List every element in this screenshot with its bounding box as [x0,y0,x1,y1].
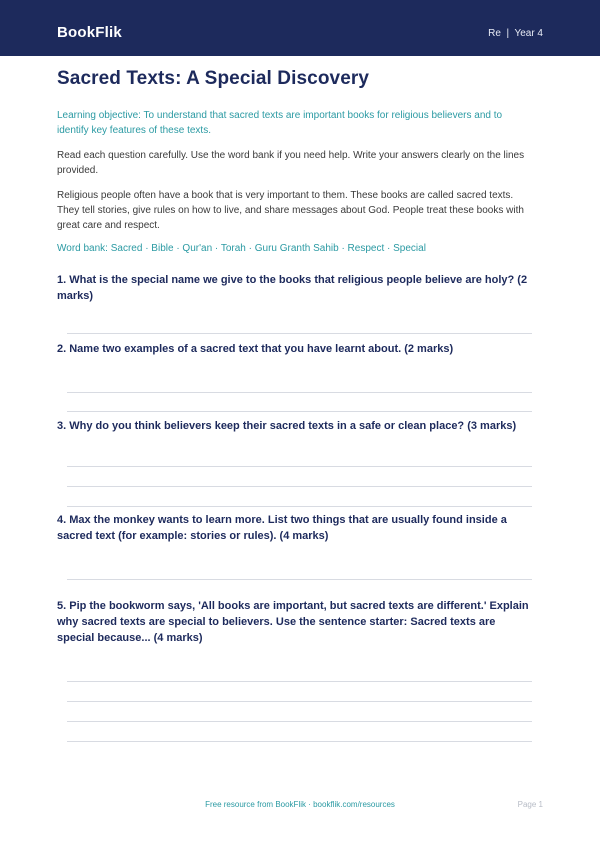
header-bar [0,0,600,56]
worksheet-content [57,64,532,742]
word-bank: Word bank: Sacred · Bible · Qur'an · Torah · Guru Granth Sahib · Respect · Special [57,243,426,254]
year-label: Year 4 [514,28,543,39]
page-number: Page 1 [517,800,543,809]
intro-text: Religious people often have a book that is very important to them. These books are called sacred texts. They tell stories, give rules on how to live, and share messages about God. People treat these books with great care and respect. [57,190,524,231]
page-title: Sacred Texts: A Special Discovery [57,68,370,89]
meta-separator: | [506,28,510,39]
learning-objective: Learning objective: To understand that sacred texts are important books for religious believers and to identify key features of these texts. [57,110,503,136]
subject-label: Re [488,28,501,39]
question-2: 2. Name two examples of a sacred text that you have learnt about. (2 marks) [57,343,454,355]
question-5: 5. Pip the bookworm says, 'All books are important, but sacred texts are different.' Explain why sacred texts are special to believers. Use the sentence starter: Sacred texts are special because... (4 marks) [57,600,529,644]
question-3: 3. Why do you think believers keep their sacred texts in a safe or clean place? (3 marks) [57,420,517,432]
question-4: 4. Max the monkey wants to learn more. List two things that are usually found inside a sacred text (for example: stories or rules). (4 marks) [57,514,507,542]
header-meta [488,28,543,39]
instructions-text: Read each question carefully. Use the word bank if you need help. Write your answers clearly on the lines provided. [57,150,525,176]
footer-credit[interactable]: Free resource from BookFlik · bookflik.com/resources [205,800,395,809]
question-1: 1. What is the special name we give to the books that religious people believe are holy? (2 marks) [57,274,528,302]
brand-logo-text[interactable]: BookFlik [57,24,122,41]
answer-line[interactable] [67,741,532,742]
